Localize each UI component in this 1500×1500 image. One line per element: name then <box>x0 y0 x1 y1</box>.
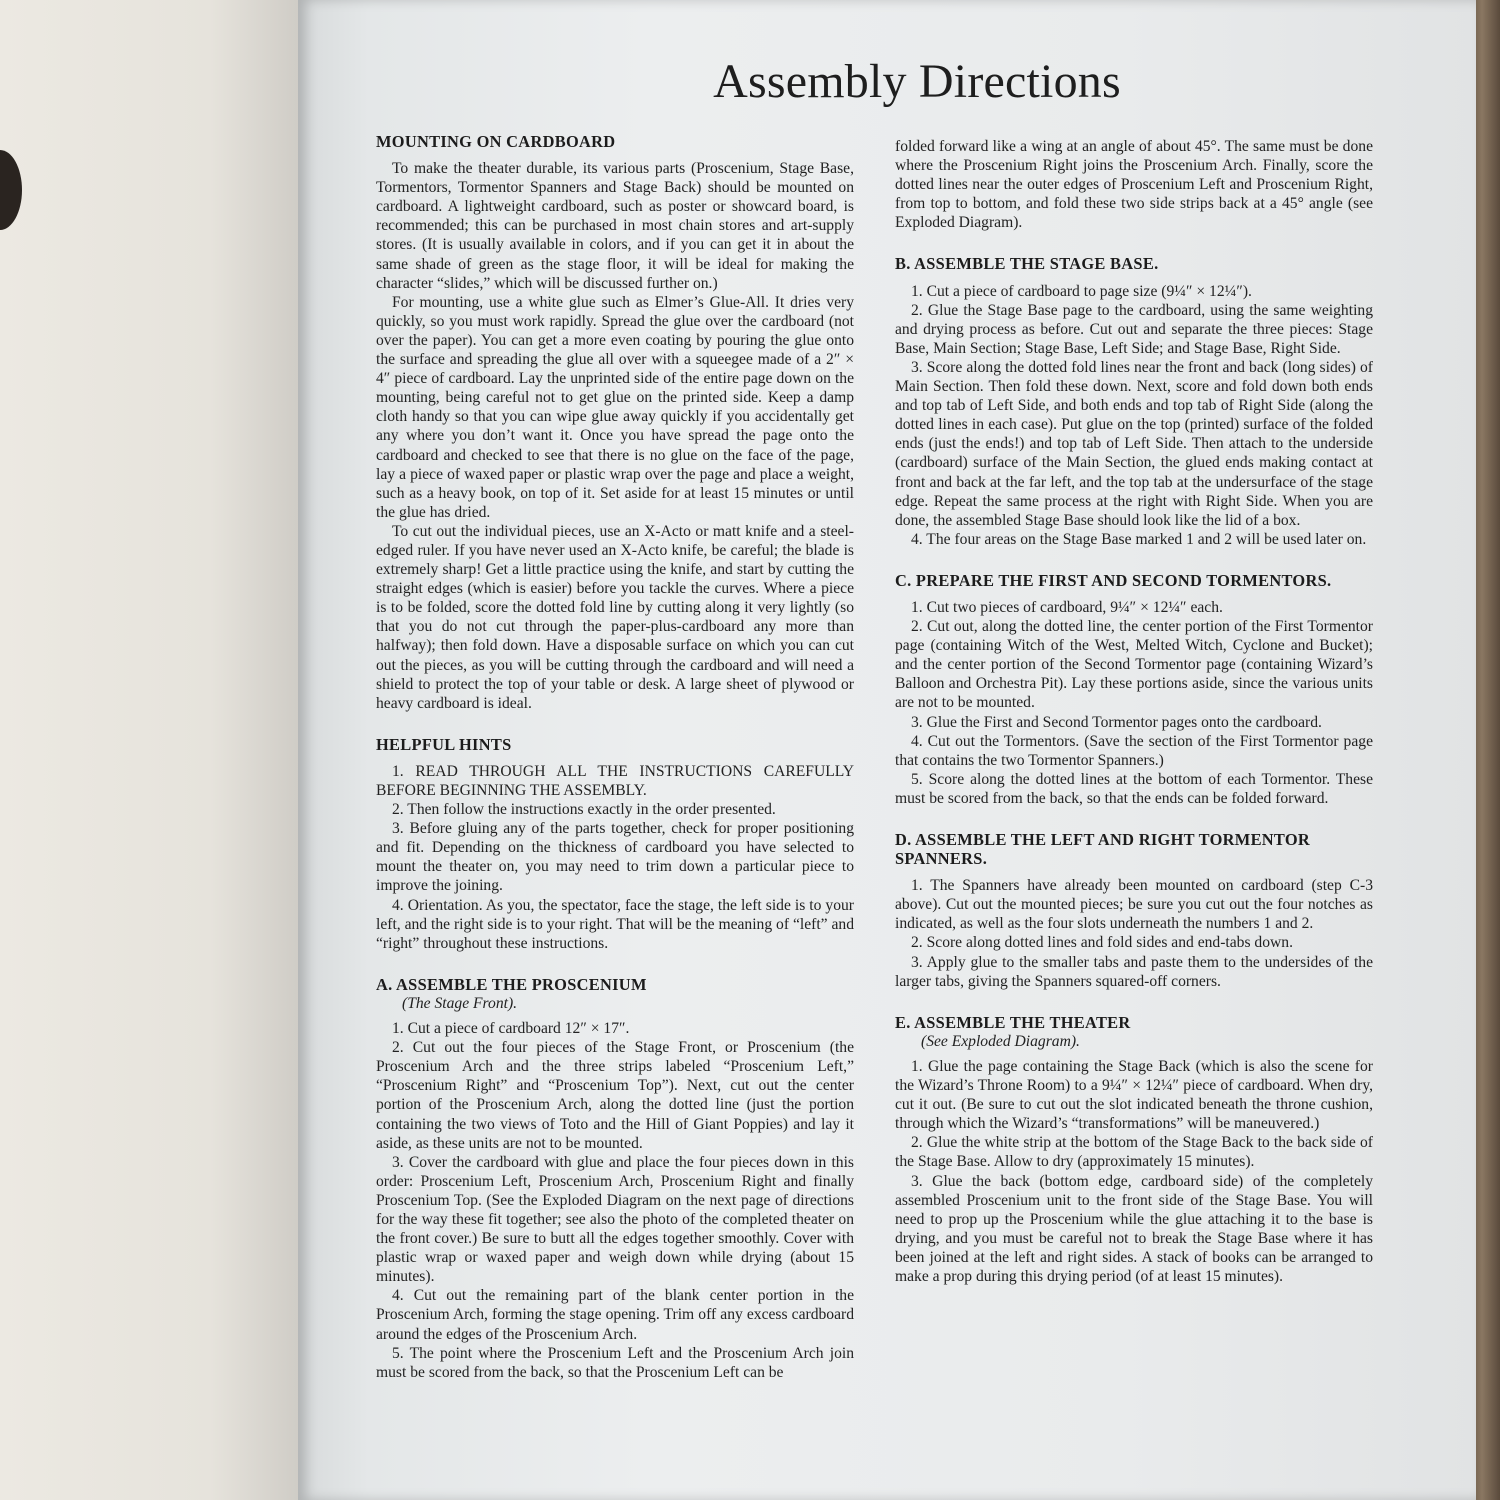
section-a-step: 1. Cut a piece of cardboard 12″ × 17″. <box>392 1020 630 1038</box>
mounting-heading: MOUNTING ON CARDBOARD <box>376 132 616 151</box>
hint-item: 2. Then follow the instructions exactly in the order presented. <box>392 801 776 819</box>
section-a-step: 5. The point where the Proscenium Left and the Proscenium Arch join must be scored from the back, so that the Proscenium Left can be <box>376 1344 854 1381</box>
right-column <box>895 137 1373 1286</box>
continued-paragraph: folded forward like a wing at an angle of about 45°. The same must be done where the Proscenium Right joins the Proscenium Arch. Finally, score the dotted lines near the outer edges of Proscenium Left and Proscenium Right, from top to bottom, and fold these two side strips back at a 45° angle (see Exploded Diagram). <box>895 138 1373 232</box>
mounting-paragraph: To cut out the individual pieces, use an X-Acto or matt knife and a steel-edged ruler. If you have never used an X-Acto knife, be careful; the blade is extremely sharp! Get a little practice using the knife, and start by cutting the straight edges (which is easier) before you tackle the curves. Where a piece is to be folded, score the dotted fold line by cutting along it very lightly (so that you do not cut through the paper-plus-cardboard any more than halfway); then fold down. Have a disposable surface on which you can cut out the pieces, as you will be cutting through the cardboard and will need a shield to protect the top of your table or desk. A large sheet of plywood or heavy cardboard is ideal. <box>376 522 854 712</box>
section-e-step: 3. Glue the back (bottom edge, cardboard side) of the completely assembled Proscenium unit to the front side of the Stage Base. You will need to prop up the Proscenium while the glue attaching it to the base is drying, and you must be careful not to break the Stage Base where it has been joined at the left and right sides. A stack of books can be arranged to make a prop during this drying period (of at least 15 minutes). <box>895 1172 1373 1285</box>
section-d-step: 2. Score along dotted lines and fold sides and end-tabs down. <box>911 934 1293 952</box>
booklet-page <box>298 0 1476 1500</box>
section-c-step: 1. Cut two pieces of cardboard, 9¼″ × 12¼″ each. <box>911 598 1223 616</box>
section-d-step: 1. The Spanners have already been mounted on cardboard (step C-3 above). Cut out the mounted pieces; be sure you cut out the four notches as indicated, as well as the four slots underneath the numbers 1 and 2. <box>895 877 1373 933</box>
page-title: Assembly Directions <box>713 55 1121 108</box>
section-d-heading: D. ASSEMBLE THE LEFT AND RIGHT TORMENTOR SPANNERS. <box>895 830 1311 869</box>
section-e-step: 2. Glue the white strip at the bottom of the Stage Back to the back side of the Stage Base. Allow to dry (approximately 15 minutes). <box>895 1134 1373 1171</box>
section-c-step: 4. Cut out the Tormentors. (Save the section of the First Tormentor page that contains the two Tormentor Spanners.) <box>895 732 1373 769</box>
section-d-step: 3. Apply glue to the smaller tabs and paste them to the undersides of the larger tabs, giving the Spanners squared-off corners. <box>895 953 1373 990</box>
section-b-step: 4. The four areas on the Stage Base marked 1 and 2 will be used later on. <box>911 530 1367 548</box>
mounting-paragraph: For mounting, use a white glue such as Elmer’s Glue-All. It dries very quickly, so you must work rapidly. Spread the glue over the cardboard (not over the paper). You can get a more even coating by pouring the glue onto the surface and spreading the glue all over with a squeegee made of a 2″ × 4″ piece of cardboard. Lay the unprinted side of the entire page down on the mounting, being careful not to get glue on the printed side. Keep a damp cloth handy so that you can wipe glue away quickly if you accidentally get any where you don’t want it. Once you have spread the page onto the cardboard and checked to see that there is no glue on the face of the page, lay a piece of waxed paper or plastic wrap over the page and place a weight, such as a heavy book, on top of it. Set aside for at least 15 minutes or until the glue has dried. <box>376 293 854 521</box>
section-a-step: 4. Cut out the remaining part of the blank center portion in the Proscenium Arch, forming the stage opening. Trim off any excess cardboard around the edges of the Proscenium Arch. <box>376 1287 854 1343</box>
section-a-step: 3. Cover the cardboard with glue and place the four pieces down in this order: Proscenium Left, Proscenium Arch, Proscenium Right and finally Proscenium Top. (See the Exploded Diagram on the next page of directions for the way these fit together; see also the photo of the completed theater on the front cover.) Be sure to butt all the edges together smoothly. Cover with plastic wrap or waxed paper and weigh down while drying (about 15 minutes). <box>376 1153 854 1286</box>
section-e-step: 1. Glue the page containing the Stage Back (which is also the scene for the Wizard’s Throne Room) to a 9¼″ × 12¼″ piece of cardboard. When dry, cut it out. (Be sure to cut out the slot indicated beneath the throne cushion, through which the Wizard’s “transformations” will be maneuvered.) <box>895 1057 1373 1133</box>
hint-item: 3. Before gluing any of the parts together, check for proper positioning and fit. Depending on the thickness of cardboard you have selected to mount the theater on, you may need to trim down a particular piece to improve the joining. <box>376 820 854 895</box>
left-column <box>376 132 854 1382</box>
section-c-step: 5. Score along the dotted lines at the bottom of each Tormentor. These must be scored from the back, so that the ends can be folded forward. <box>895 770 1373 807</box>
facing-page <box>0 0 300 1500</box>
section-b-heading: B. ASSEMBLE THE STAGE BASE. <box>895 254 1159 274</box>
hints-heading: HELPFUL HINTS <box>376 734 512 754</box>
section-b-step: 1. Cut a piece of cardboard to page size (9¼″ × 12¼″). <box>911 282 1252 300</box>
facing-page-mark <box>0 150 22 230</box>
hint-item: 4. Orientation. As you, the spectator, face the stage, the left side is to your left, and the right side is to your right. That will be the meaning of “left” and “right” throughout these instructions. <box>376 896 854 952</box>
hint-item: 1. READ THROUGH ALL THE INSTRUCTIONS CAREFULLY BEFORE BEGINNING THE ASSEMBLY. <box>376 762 854 799</box>
section-e-subheading: (See Exploded Diagram). <box>921 1032 1080 1050</box>
section-a-step: 2. Cut out the four pieces of the Stage Front, or Proscenium (the Proscenium Arch and the three strips labeled “Proscenium Left,” “Proscenium Right” and “Proscenium Top”). Next, cut out the center portion of the Proscenium Arch, along the dotted line (just the portion containing the two views of Toto and the Hill of Giant Poppies) and lay it aside, as these units are not to be mounted. <box>376 1039 854 1152</box>
section-c-step: 2. Cut out, along the dotted line, the center portion of the First Tormentor page (containing Witch of the West, Melted Witch, Cyclone and Bucket); and the center portion of the Second Tormentor page (containing Wizard’s Balloon and Orchestra Pit). Lay these portions aside, since the various units are not to be mounted. <box>895 618 1373 712</box>
section-a-heading: A. ASSEMBLE THE PROSCENIUM <box>376 974 647 994</box>
section-b-step: 2. Glue the Stage Base page to the cardboard, using the same weighting and drying process as before. Cut out and separate the three pieces: Stage Base, Main Section; Stage Base, Left Side; and Stage Base, Right Side. <box>895 301 1373 357</box>
section-c-step: 3. Glue the First and Second Tormentor pages onto the cardboard. <box>911 713 1322 731</box>
section-e-heading: E. ASSEMBLE THE THEATER <box>895 1012 1131 1032</box>
mounting-paragraph: To make the theater durable, its various parts (Proscenium, Stage Base, Tormentors, Tormentor Spanners and Stage Back) should be mounted on cardboard. A lightweight cardboard, such as poster or showcard board, is recommended; this can be purchased in most chain stores and art-supply stores. (It is usually available in colors, and if you can get it in about the same shade of green as the stage floor, it will be ideal for making the character “slides,” which will be discussed further on.) <box>376 160 854 292</box>
section-a-subheading: (The Stage Front). <box>402 994 518 1012</box>
section-b-step: 3. Score along the dotted fold lines near the front and back (long sides) of Main Section. Then fold these down. Next, score and fold down both ends and top tab of Left Side, and both ends and top tab of Right Side (along the dotted lines in each case). Put glue on the top (printed) surface of the folded ends (just the ends!) and top tab of Left Side. Then attach to the underside (cardboard) surface of the Main Section, the glued ends making contact at front and back at the far left, and the top tab at the undersurface of the stage edge. Repeat the same process at the right with Right Side. When you are done, the assembled Stage Base should look like the lid of a box. <box>895 358 1373 529</box>
section-c-heading: C. PREPARE THE FIRST AND SECOND TORMENTORS. <box>895 570 1332 590</box>
